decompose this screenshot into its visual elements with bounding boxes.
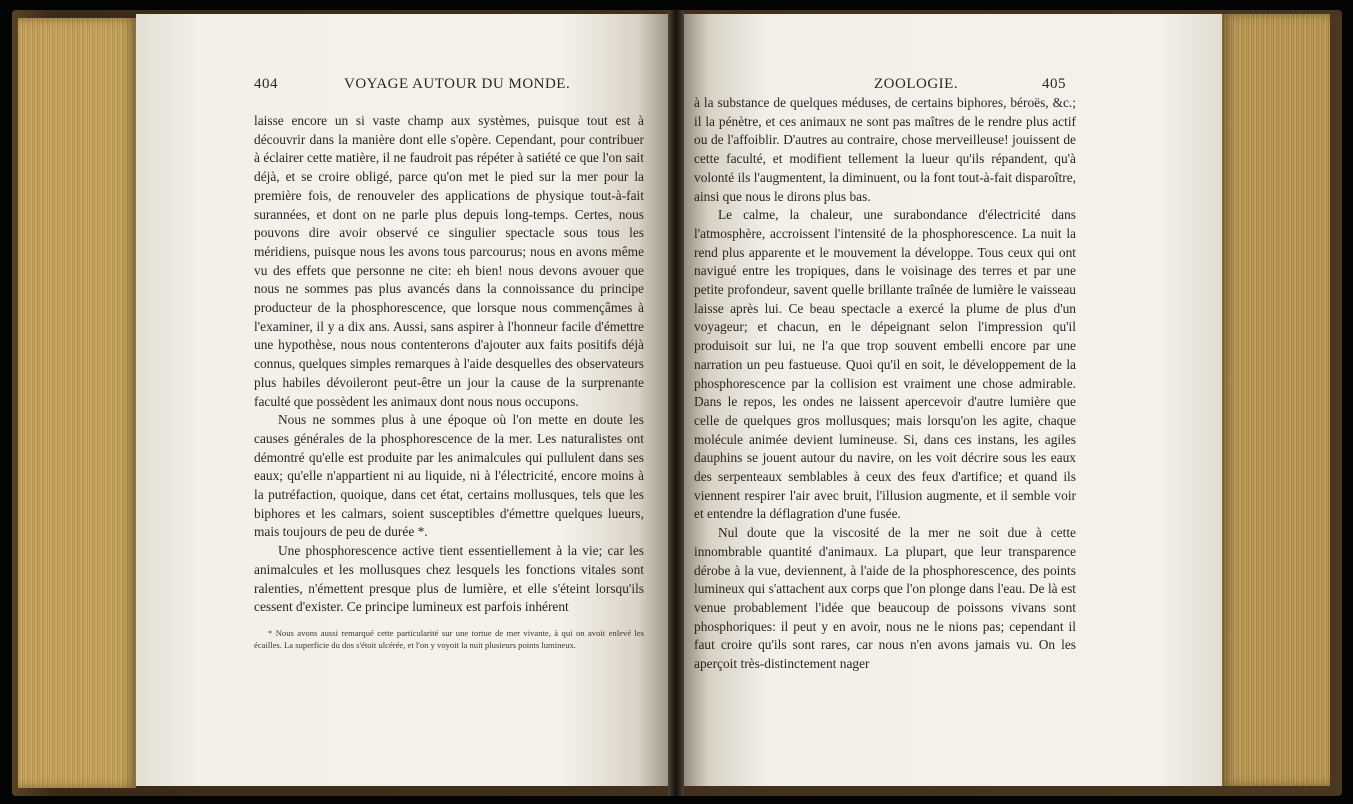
book-gutter	[668, 10, 684, 796]
footnote	[254, 628, 644, 651]
left-page-number: 404	[254, 76, 278, 92]
left-running-title: VOYAGE AUTOUR DU MONDE.	[344, 76, 571, 92]
right-page-edges	[1222, 14, 1330, 786]
right-page-number: 405	[1042, 76, 1066, 92]
right-paragraph-1: à la substance de quelques méduses, de certains biphores, béroës, &c.; il la pénètre, et ces animaux ne sont pas maîtres de le rendre plus actif ou de l'affoiblir. D'autres au contraire, chose merveilleuse! jouissent de cette faculté, et modifient tellement la lueur qu'ils répandent, qu'à volonté ils l'augmentent, la diminuent, ou la font tout-à-fait disparoître, ainsi que nous le dirons plus bas.	[694, 95, 1076, 204]
left-page-edges	[18, 18, 136, 788]
footnote-text: * Nous avons aussi remarqué cette particularité sur une tortue de mer vivante, à qui on avoit enlevé les écailles. La superficie du dos s'étoit ulcérée, et l'on y voyoit la nuit plusieurs points lumineux.	[254, 628, 644, 650]
left-paragraph-2: Nous ne sommes plus à une époque où l'on mette en doute les causes générales de la phosphorescence de la mer. Les naturalistes ont démontré qu'elle est produite par les animalcules qui pullulent dans ses eaux; qu'elle n'appartient ni au liquide, ni à l'électricité, encore moins à la putréfaction, quoique, dans cet état, certains mollusques, tels que les biphores et les calmars, soient susceptibles d'émettre quelques lueurs, mais toujours de peu de durée *.	[254, 412, 644, 540]
right-running-title: ZOOLOGIE.	[874, 76, 959, 92]
right-body-text	[694, 94, 1076, 674]
left-paragraph-3: Une phosphorescence active tient essentiellement à la vie; car les animalcules et les mollusques chez lesquels les fonctions vitales sont ralenties, n'émettent presque plus de lumière, et elle s'éteint lorsqu'ils cessent d'exister. Ce principe lumineux est parfois inhérent	[254, 543, 644, 615]
right-paragraph-2: Le calme, la chaleur, une surabondance d'électricité dans l'atmosphère, accroissent l'intensité de la phosphorescence. La nuit la rend plus apparente et le mouvement la développe. Tous ceux qui ont navigué entre les tropiques, dans le voisinage des terres et par une petite profondeur, savent quelle brillante traînée de lumière le vaisseau laisse après lui. Ce beau spectacle a exercé la plume de plus d'un voyageur; et chacun, en le dépeignant selon l'impression qu'il produisoit sur lui, ne l'a que trop souvent embelli encore par une narration un peu fastueuse. Quoi qu'il en soit, le développement de la phosphorescence par la collision est vraiment une chose admirable. Dans le repos, les ondes ne laissent apercevoir d'autre lumière que celle de quelques gros mollusques; mais lorsqu'on les agite, chaque molécule animée devient lumineuse. Si, dans ces instans, les agiles dauphins se jouent autour du navire, on les voit décrire sous les eaux des serpenteaux semblables à ceux des feux d'artifice; et quand ils viennent respirer l'air avec bruit, l'illusion augmente, et il semble voir et entendre la déflagration d'une fusée.	[694, 207, 1076, 522]
right-paragraph-3: Nul doute que la viscosité de la mer ne soit due à cette innombrable quantité d'animaux. La plupart, que leur transparence dérobe à la vue, deviennent, à l'aide de la phosphorescence, des points lumineux qui s'attachent aux corps que l'on plonge dans l'eau. De là est venue probablement l'idée que beaucoup de poissons vivans sont phosphoriques: il peut y en avoir, nous ne le nions pas; cependant il faut croire qu'ils sont rares, car nous n'en avons jamais vu. On les aperçoit très-distinctement nager	[694, 525, 1076, 672]
left-running-head	[254, 76, 644, 98]
left-paragraph-1: laisse encore un si vaste champ aux systèmes, puisque tout est à découvrir dans la manière dont elle s'opère. Cependant, pour contribuer à éclairer cette matière, il ne faudroit pas répéter à satiété ce que l'on sait déjà, et se croire obligé, parce qu'on met le pied sur la mer pour la première fois, de renouveler des applications de physique tout-à-fait surannées, et dont on ne parle plus depuis long-temps. Certes, nous pouvons dire avoir observé ce singulier spectacle sous tous les méridiens, puisque nous les avons tous parcourus; nous en avons même vu des effets que personne ne cite: eh bien! nous devons avouer que nous ne sommes pas plus avancés dans la connoissance du principe producteur de la phosphorescence, que lorsque nous commençâmes à l'examiner, il y a dix ans. Aussi, sans aspirer à l'honneur facile d'émettre une hypothèse, nous nous contenterons d'ajouter aux faits positifs déjà connus, quelques simples remarques à l'aide desquelles des observateurs plus habiles dévoileront peut-être un jour la cause de la surprenante faculté que possèdent les animaux dont nous nous occupons.	[254, 113, 644, 409]
left-body-text	[254, 112, 644, 617]
